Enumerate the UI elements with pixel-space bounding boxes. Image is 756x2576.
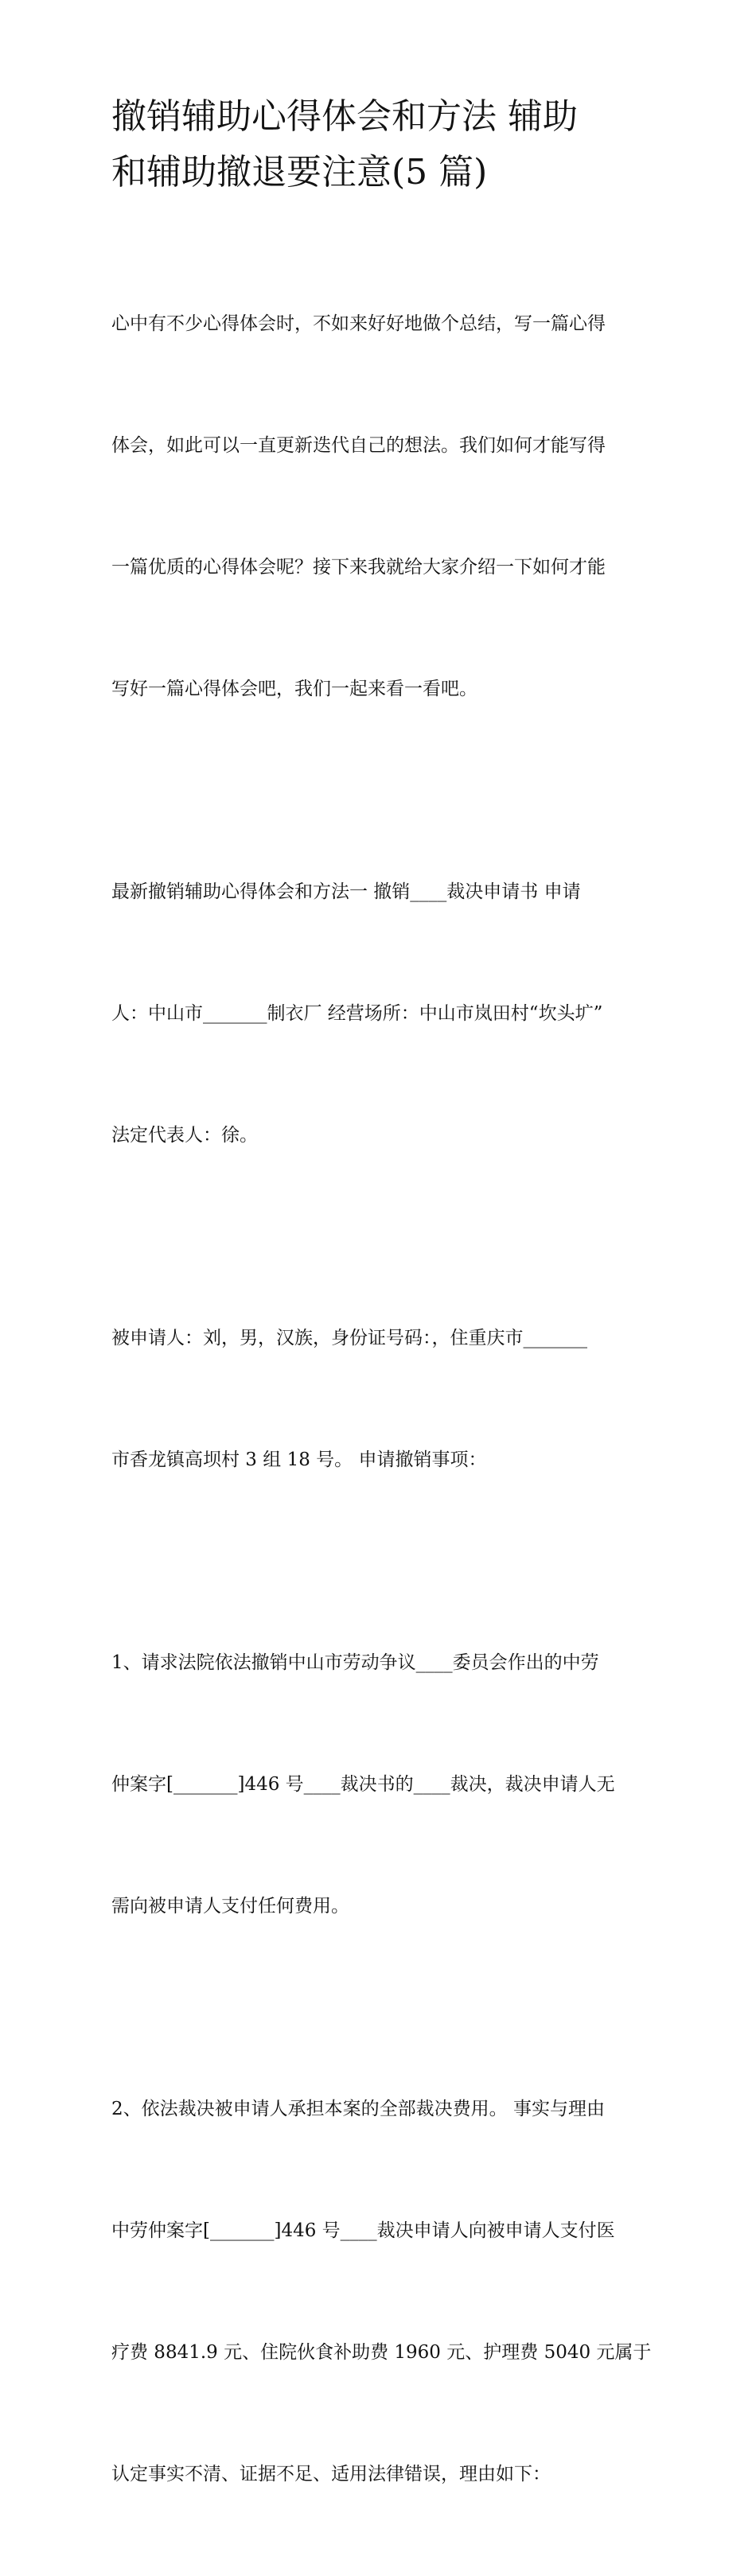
text-line: 仲案字[_______]446 号____裁决书的____裁决，裁决申请人无	[111, 1774, 615, 1795]
text-line: 最新撤销辅助心得体会和方法一 撤销____裁决申请书 申请	[111, 881, 581, 902]
paragraph-item-2	[111, 2008, 653, 2576]
document-body	[111, 223, 653, 2576]
text-line: 市香龙镇高坝村 3 组 18 号。 申请撤销事项：	[111, 1449, 487, 1470]
text-line: 人：中山市_______制衣厂 经营场所：中山市岚田村“坎头圹”	[111, 1003, 603, 1024]
paragraph-intro	[111, 223, 653, 791]
title-line: 和辅助撤退要注意(5 篇)	[111, 152, 488, 193]
text-line: 认定事实不清、证据不足、适用法律错误，理由如下：	[111, 2464, 551, 2485]
paragraph-item-1	[111, 1562, 653, 2008]
text-line: 心中有不少心得体会时，不如来好好地做个总结，写一篇心得	[111, 313, 606, 334]
page-title	[111, 89, 653, 200]
text-line: 一篇优质的心得体会呢？接下来我就给大家介绍一下如何才能	[111, 557, 606, 578]
paragraph-respondent	[111, 1237, 653, 1562]
title-line: 撤销辅助心得体会和方法 辅助	[111, 96, 578, 137]
text-line: 被申请人：刘，男，汉族，身份证号码：，住重庆市_______	[111, 1328, 587, 1348]
text-line: 体会，如此可以一直更新迭代自己的想法。我们如何才能写得	[111, 435, 606, 456]
text-line: 中劳仲案字[_______]446 号____裁决申请人向被申请人支付医	[111, 2220, 615, 2241]
text-line: 写好一篇心得体会吧，我们一起来看一看吧。	[111, 679, 477, 699]
text-line: 1、请求法院依法撤销中山市劳动争议____委员会作出的中劳	[111, 1652, 599, 1673]
text-line: 疗费 8841.9 元、住院伙食补助费 1960 元、护理费 5040 元属于	[111, 2342, 652, 2363]
paragraph-applicant	[111, 791, 653, 1237]
text-line: 需向被申请人支付任何费用。	[111, 1896, 349, 1916]
text-line: 2、依法裁决被申请人承担本案的全部裁决费用。 事实与理由	[111, 2099, 605, 2119]
text-line: 法定代表人：徐。	[111, 1125, 258, 1146]
